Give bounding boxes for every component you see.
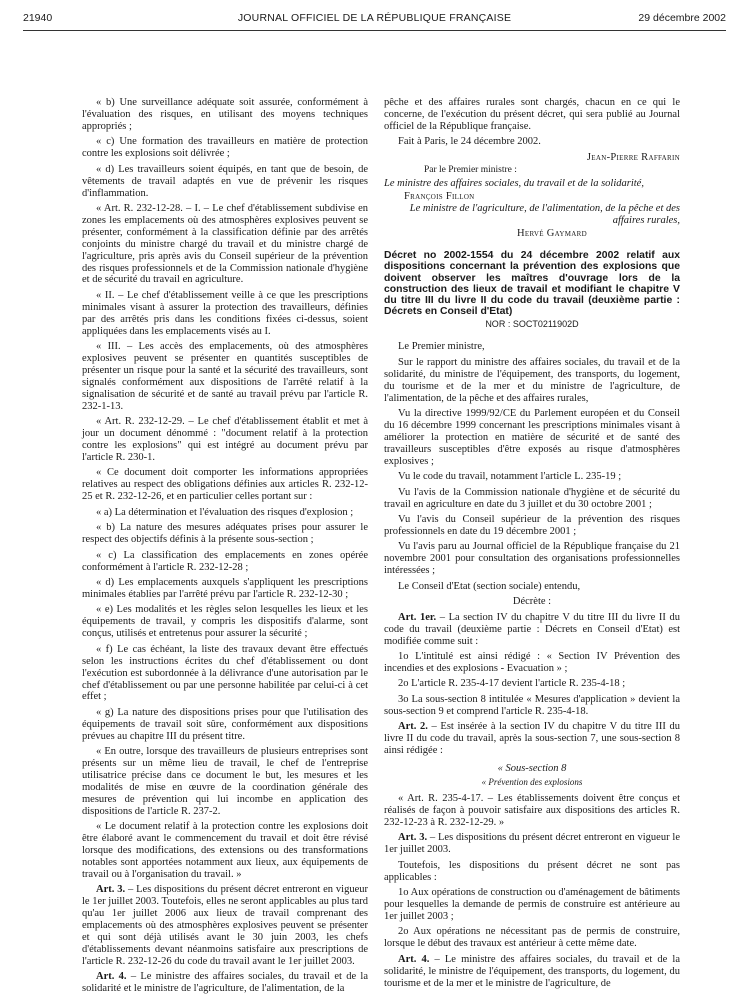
list-item: 1o Aux opérations de construction ou d'aménagement de bâtiments pour lesquelles la demande de permis de construire est antérieure au 1er juillet 2003 ; xyxy=(384,887,680,922)
paragraph: « Art. R. 232-12-29. – Le chef d'établissement établit et met à jour un document dénommé : "document relatif à la protection contre les explosions" qui est intégré au document prévu par l'article R. 230-1. xyxy=(82,416,368,463)
paragraph: « En outre, lorsque des travailleurs de plusieurs entreprises sont présents sur un même lieu de travail, le chef de l'entreprise utilisatrice précise dans ce document le but, les mesures et les modalités de mise en œuvre de la coordination générale des mesures de prévention qui lui incombe en application des dispositions de l'article R. 237-2. xyxy=(82,746,368,817)
paragraph: Le Premier ministre, xyxy=(398,341,485,353)
article-4 xyxy=(82,971,368,995)
paragraph: « II. – Le chef d'établissement veille à ce que les prescriptions minimales visant à assurer la protection des travailleurs, définies par des arrêtés pris dans les conditions fixées ci-dessus, soient appliquées dans les emplacements visés au I. xyxy=(82,289,368,337)
list-item: 2o L'article R. 235-4-17 devient l'article R. 235-4-18 ; xyxy=(398,678,626,690)
article-label: Art. 1er. xyxy=(398,611,437,623)
paragraph: Vu l'avis de la Commission nationale d'hygiène et de sécurité du travail en agriculture en date du 3 juillet et du 30 octobre 2001 ; xyxy=(384,486,680,510)
header-rule xyxy=(23,30,726,31)
paragraph: « III. – Les accès des emplacements, où des atmosphères explosives peuvent se présenter en quantités susceptibles de présenter un risque pour la santé et la sécurité des travailleurs, sont signalés conformément aux dispositions de l'arrêté relatif à la signalisation de sécurité et de santé au travail prévu par l'article R. 232-1-13. xyxy=(82,341,368,412)
paragraph: « a) La détermination et l'évaluation des risques d'explosion ; xyxy=(96,506,354,518)
paragraph: « e) Les modalités et les règles selon lesquelles les lieux et les équipements de travail, y compris les dispositifs d'alarme, sont conçus, utilisés et entretenus pour assurer la sécurité ; xyxy=(82,604,368,640)
article-text: – Les dispositions du présent décret entreront en vigueur le 1er juillet 2003. xyxy=(384,832,681,856)
article-label: Art. 3. xyxy=(398,832,428,844)
article-3 xyxy=(82,884,368,967)
paragraph: Le Conseil d'Etat (section sociale) entendu, xyxy=(398,580,581,592)
paragraph: « f) Le cas échéant, la liste des travaux devant être effectués selon les instructions écrites du chef d'établissement ou dont l'exécution est subordonnée à la délivrance d'une autorisation par le chef d'établissement ou par une personne habilitée par celui-ci à cet effet ; xyxy=(82,643,368,703)
list-item: 1o L'intitulé est ainsi rédigé : « Section IV Prévention des incendies et des explosions - Evacuation » ; xyxy=(384,651,680,674)
article-label: Art. 4. xyxy=(96,971,127,983)
signatory-role: Le ministre des affaires sociales, du travail et de la solidarité, xyxy=(384,177,644,189)
signatory-name: François Fillon xyxy=(404,190,475,202)
paragraph: « b) Une surveillance adéquate soit assurée, conformément à l'évaluation des risques, en utilisant des moyens techniques appropriés ; xyxy=(82,97,368,132)
paragraph: Toutefois, les dispositions du présent décret ne sont pas applicables : xyxy=(384,859,680,883)
paragraph: « g) La nature des dispositions prises pour que l'utilisation des équipements de travail soit sûre, conformément aux dispositions prévues au chapitre III du présent titre. xyxy=(82,706,368,742)
paragraph: « Art. R. 235-4-17. – Les établissements doivent être conçus et réalisés de façon à pouvoir satisfaire aux dispositions des articles R. 232-12-23 à R. 232-12-29. » xyxy=(384,792,680,828)
paragraph: « c) La classification des emplacements en zones opérée conformément à l'article R. 232-12-28 ; xyxy=(82,549,368,573)
article-4 xyxy=(384,954,680,990)
page-header xyxy=(23,12,726,28)
article-label: Art. 2. xyxy=(398,721,428,733)
issue-date: 29 décembre 2002 xyxy=(638,12,726,24)
fait-a-paris: Fait à Paris, le 24 décembre 2002. xyxy=(398,136,541,148)
article-1 xyxy=(384,612,680,648)
paragraph: « d) Les emplacements auxquels s'appliquent les prescriptions minimales établies par l'arrêté prévu par l'article R. 232-12-30 ; xyxy=(82,577,368,600)
article-label: Art. 4. xyxy=(398,953,430,965)
article-text: – Le ministre des affaires sociales, du travail et de la solidarité, le ministre de l'équipement, des transports, du logement, du tourisme et de la mer et le ministre de l'agriculture, de xyxy=(384,953,681,989)
signatory-role: Le ministre de l'agriculture, de l'alimentation, de la pêche et des affaires rurales, xyxy=(409,203,680,227)
paragraph: Vu l'avis du Conseil supérieur de la prévention des risques professionnels en date du 19 décembre 2001 ; xyxy=(384,514,680,537)
decrete: Décrète : xyxy=(512,596,552,608)
signatory-intro: Par le Premier ministre : xyxy=(424,164,517,175)
list-item: 3o La sous-section 8 intitulée « Mesures d'application » devient la sous-section 9 et comprend l'article R. 235-4-18. xyxy=(384,693,680,717)
paragraph: Sur le rapport du ministre des affaires sociales, du travail et de la solidarité, du ministre de l'équipement, des transports, du logement, du tourisme et de la mer et du ministre de l'agriculture, de l'alimentation, de la pêche et des affaires rurales, xyxy=(384,356,680,404)
paragraph: « c) Une formation des travailleurs en matière de protection contre les explosions soit délivrée ; xyxy=(82,136,368,160)
paragraph: « Art. R. 232-12-28. – I. – Le chef d'établissement subdivise en zones les emplacements où des atmosphères explosives peuvent se présenter, conformément à la classification définie par des arrêtés conjoints du ministre chargé du travail et du ministre chargé de l'agriculture, pris après avis du Conseil supérieur de la prévention des risques professionnels et de la Commission nationale d'hygiène et de sécurité du travail en agriculture. xyxy=(82,203,368,286)
right-column xyxy=(384,97,680,993)
paragraph: Vu l'avis paru au Journal officiel de la République française du 21 novembre 2001 pour consultation des organisations professionnelles intéressées ; xyxy=(384,541,680,577)
paragraph: « d) Les travailleurs soient équipés, en tant que de besoin, de vêtements de travail adaptés en vue de prévenir les risques d'inflammation. xyxy=(82,163,368,199)
article-2 xyxy=(384,721,680,757)
article-text: – Est insérée à la section IV du chapitre V du titre III du livre II du code du travail, après la sous-section 7, une sous-section 8 ainsi rédigée : xyxy=(384,721,680,757)
paragraph: « Ce document doit comporter les informations appropriées relatives au respect des obligations définies aux articles R. 232-12-25 et R. 232-12-26, et en particulier celles portant sur : xyxy=(82,467,368,503)
signatory-name: Jean-Pierre Raffarin xyxy=(586,151,680,163)
signatory-name: Hervé Gaymard xyxy=(517,228,587,240)
paragraph: « Le document relatif à la protection contre les explosions doit être élaboré avant le commencement du travail et doit être révisé lorsque des modifications, des extensions ou des transformations notables sont apportées notamment aux lieux, aux équipements de travail ou à l'organisation du travail. » xyxy=(82,821,368,880)
article-3 xyxy=(384,832,680,856)
left-column xyxy=(82,97,368,999)
journal-title: JOURNAL OFFICIEL DE LA RÉPUBLIQUE FRANÇAISE xyxy=(237,12,512,24)
nor-reference: NOR : SOCT0211902D xyxy=(485,319,579,330)
paragraph: « b) La nature des mesures adéquates prises pour assurer le respect des objectifs définis à la présente sous-section ; xyxy=(82,522,368,546)
article-text: – La section IV du chapitre V du titre III du livre II du code du travail (deuxième partie : Décrets en Conseil d'Etat) est modifiée comme suit : xyxy=(384,611,680,647)
signature-block xyxy=(384,152,680,240)
paragraph: Vu la directive 1999/92/CE du Parlement européen et du Conseil du 16 décembre 1999 concernant les prescriptions minimales visant à améliorer la protection en matière de sécurité et de santé des travailleurs susceptibles d'être exposés au risque d'atmosphères explosives ; xyxy=(384,408,680,467)
subsection-subtitle: « Prévention des explosions xyxy=(481,777,583,787)
article-text: – Le ministre des affaires sociales, du travail et de la solidarité et le ministre de l'agriculture, de l'alimentation, de la xyxy=(82,971,368,995)
list-item: 2o Aux opérations ne nécessitant pas de permis de construire, lorsque le début des travaux est antérieur à cette même date. xyxy=(384,926,680,950)
paragraph: Vu le code du travail, notamment l'article L. 235-19 ; xyxy=(398,471,622,483)
page-number: 21940 xyxy=(23,12,53,24)
article-text: – Les dispositions du présent décret entreront en vigueur le 1er juillet 2003. Toutefois, elles ne seront applicables au plus tard qu'au 1er juillet 2006 aux lieux de travail comprenant des emplacements où des atmosphères explosives peuvent se présenter et qui sont déjà utilisés avant le 30 juin 2003, les chefs d'établissements devant néanmoins satisfaire aux prescriptions de l'article R. 232-12-26 du code du travail avant le 1er juillet 2003. xyxy=(82,884,368,967)
subsection-title: « Sous-section 8 xyxy=(497,763,567,775)
decree-title: Décret no 2002-1554 du 24 décembre 2002 relatif aux dispositions concernant la prévention des explosions que doivent observer les maîtres d'ouvrage lors de la construction des lieux de travail et modifiant le chapitre V du titre III du livre II du code du travail (deuxième partie : Décrets en Conseil d'Etat) xyxy=(384,250,680,318)
article-label: Art. 3. xyxy=(96,884,126,896)
paragraph: pêche et des affaires rurales sont chargés, chacun en ce qui le concerne, de l'exécution du présent décret, qui sera publié au Journal officiel de la République française. xyxy=(384,97,680,132)
